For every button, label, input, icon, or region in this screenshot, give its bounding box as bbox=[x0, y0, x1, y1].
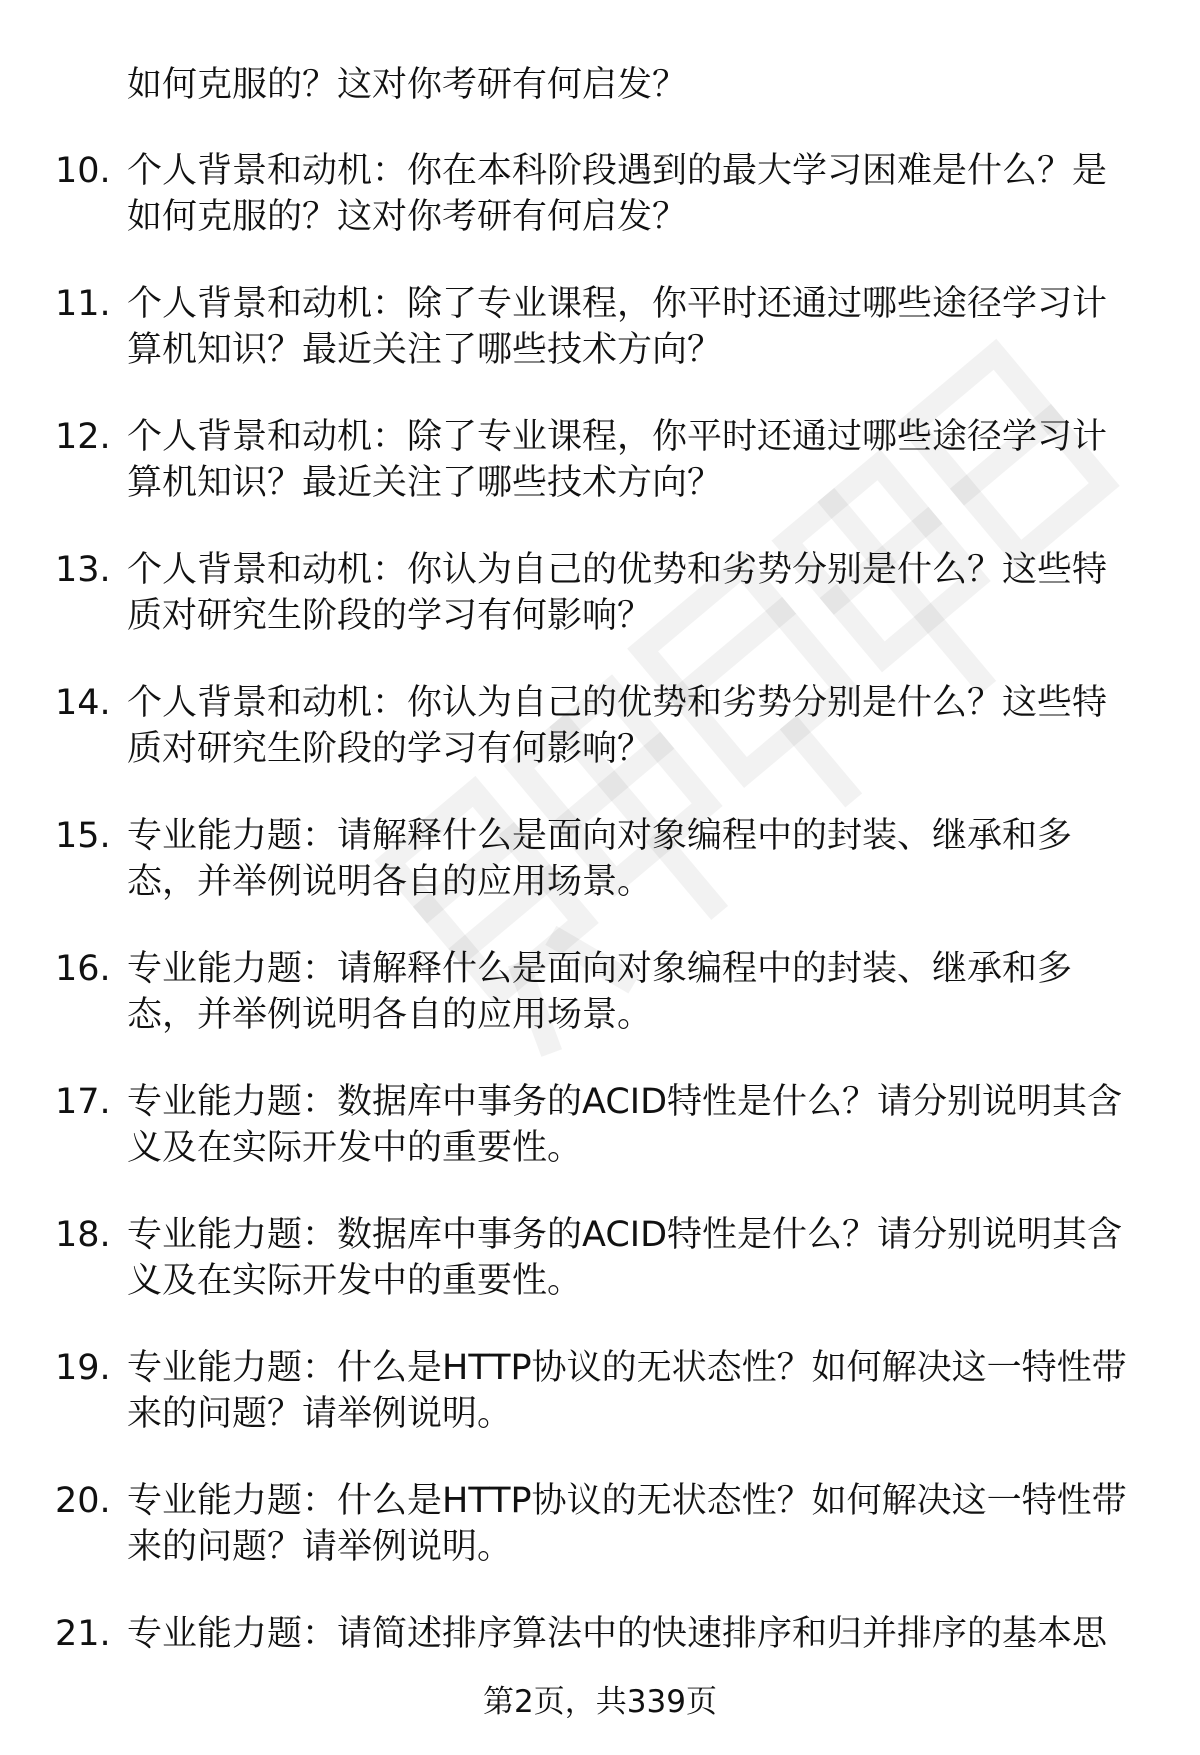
question-line: 态，并举例说明各自的应用场景。 bbox=[127, 862, 653, 902]
question-number: 15. bbox=[55, 816, 111, 856]
question-item-19 bbox=[0, 1345, 1200, 1478]
question-text bbox=[127, 1611, 1167, 1657]
question-line: 专业能力题：请解释什么是面向对象编程中的封装、继承和多 bbox=[127, 949, 1073, 989]
question-number: 19. bbox=[55, 1348, 111, 1388]
question-number: 21. bbox=[55, 1614, 111, 1654]
question-number: 20. bbox=[55, 1481, 111, 1521]
question-line: 个人背景和动机：除了专业课程，你平时还通过哪些途径学习计 bbox=[127, 417, 1108, 457]
question-line: 如何克服的？这对你考研有何启发？ bbox=[127, 197, 688, 237]
question-line: 专业能力题：请解释什么是面向对象编程中的封装、继承和多 bbox=[127, 816, 1073, 856]
question-item-13 bbox=[0, 547, 1200, 680]
question-line: 专业能力题：数据库中事务的ACID特性是什么？请分别说明其含 bbox=[127, 1215, 1123, 1255]
question-list bbox=[0, 148, 1200, 1744]
question-text bbox=[127, 813, 1167, 905]
question-item-20 bbox=[0, 1478, 1200, 1611]
question-line: 个人背景和动机：你认为自己的优势和劣势分别是什么？这些特 bbox=[127, 683, 1108, 723]
question-text bbox=[127, 1478, 1167, 1570]
question-line: 个人背景和动机：你在本科阶段遇到的最大学习困难是什么？是 bbox=[127, 151, 1108, 191]
question-item-21 bbox=[0, 1611, 1200, 1744]
question-line: 态，并举例说明各自的应用场景。 bbox=[127, 995, 653, 1035]
question-number: 11. bbox=[55, 284, 111, 324]
question-text bbox=[127, 547, 1167, 639]
question-text bbox=[127, 946, 1167, 1038]
question-number: 17. bbox=[55, 1082, 111, 1122]
question-line: 个人背景和动机：你认为自己的优势和劣势分别是什么？这些特 bbox=[127, 550, 1108, 590]
question-line: 来的问题？请举例说明。 bbox=[127, 1394, 513, 1434]
question-line: 专业能力题：什么是HTTP协议的无状态性？如何解决这一特性带 bbox=[127, 1481, 1127, 1521]
question-number: 18. bbox=[55, 1215, 111, 1255]
continuation-text: 如何克服的？这对你考研有何启发？ bbox=[127, 65, 688, 105]
question-line: 质对研究生阶段的学习有何影响？ bbox=[127, 729, 653, 769]
question-number: 12. bbox=[55, 417, 111, 457]
question-line: 算机知识？最近关注了哪些技术方向？ bbox=[127, 330, 723, 370]
question-text bbox=[127, 680, 1167, 772]
page-footer: 第2页，共339页 bbox=[483, 1684, 717, 1720]
question-number: 10. bbox=[55, 151, 111, 191]
question-number: 13. bbox=[55, 550, 111, 590]
question-line: 专业能力题：数据库中事务的ACID特性是什么？请分别说明其含 bbox=[127, 1082, 1123, 1122]
question-item-16 bbox=[0, 946, 1200, 1079]
question-item-11 bbox=[0, 281, 1200, 414]
question-line: 个人背景和动机：除了专业课程，你平时还通过哪些途径学习计 bbox=[127, 284, 1108, 324]
question-line: 专业能力题：请简述排序算法中的快速排序和归并排序的基本思 bbox=[127, 1614, 1108, 1654]
question-item-10 bbox=[0, 148, 1200, 281]
question-text bbox=[127, 148, 1167, 240]
question-text bbox=[127, 281, 1167, 373]
question-text bbox=[127, 1079, 1167, 1171]
question-number: 16. bbox=[55, 949, 111, 989]
question-item-12 bbox=[0, 414, 1200, 547]
question-line: 来的问题？请举例说明。 bbox=[127, 1527, 513, 1567]
question-line: 专业能力题：什么是HTTP协议的无状态性？如何解决这一特性带 bbox=[127, 1348, 1127, 1388]
question-line: 质对研究生阶段的学习有何影响？ bbox=[127, 596, 653, 636]
question-text bbox=[127, 1212, 1167, 1304]
question-text bbox=[127, 414, 1167, 506]
question-text bbox=[127, 1345, 1167, 1437]
question-number: 14. bbox=[55, 683, 111, 723]
question-item-17 bbox=[0, 1079, 1200, 1212]
question-item-18 bbox=[0, 1212, 1200, 1345]
question-line: 义及在实际开发中的重要性。 bbox=[127, 1261, 583, 1301]
question-item-14 bbox=[0, 680, 1200, 813]
question-line: 义及在实际开发中的重要性。 bbox=[127, 1128, 583, 1168]
question-line: 算机知识？最近关注了哪些技术方向？ bbox=[127, 463, 723, 503]
question-item-15 bbox=[0, 813, 1200, 946]
